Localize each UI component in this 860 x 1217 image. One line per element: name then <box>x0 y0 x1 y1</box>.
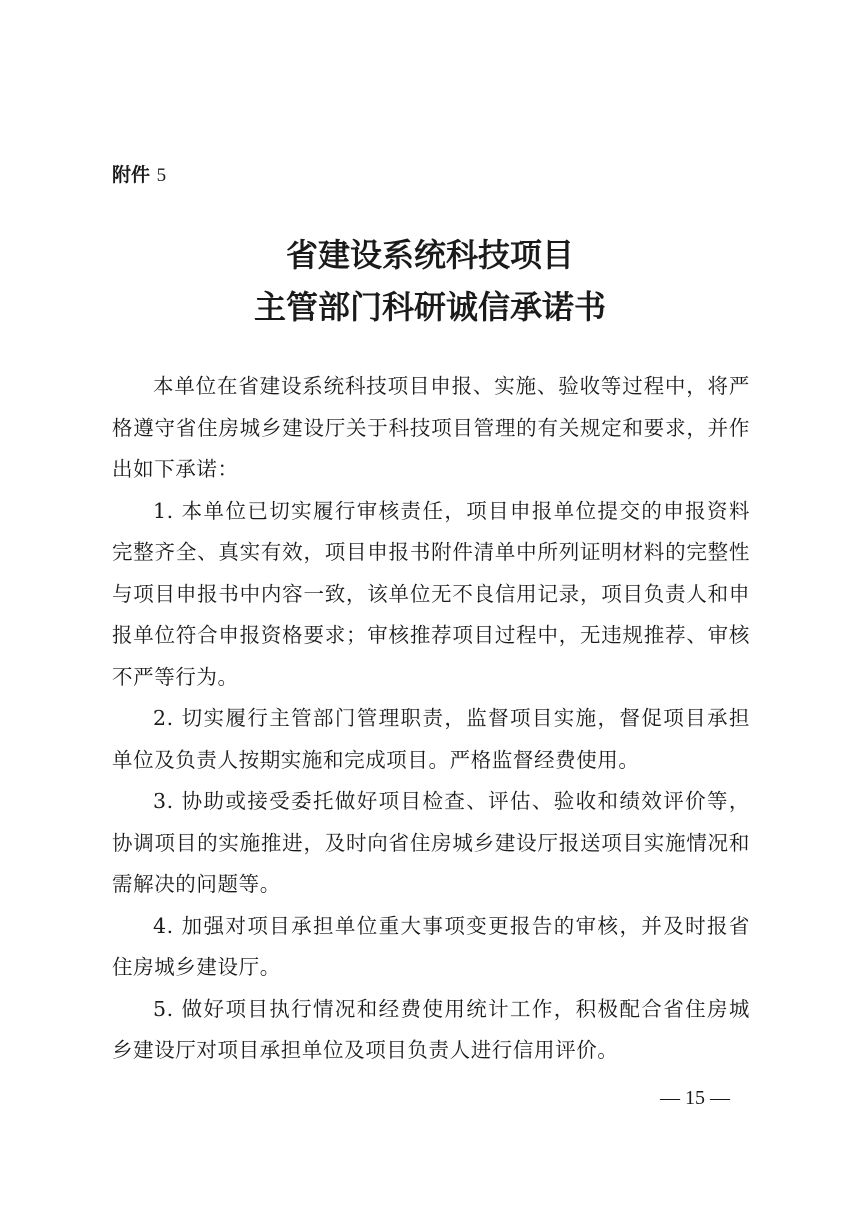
document-body <box>112 366 750 1072</box>
commitment-item-5: 5. 做好项目执行情况和经费使用统计工作，积极配合省住房城乡建设厅对项目承担单位及项目负责人进行信用评价。 <box>112 996 750 1062</box>
document-title <box>0 229 860 333</box>
attachment-number: 5 <box>156 165 167 186</box>
attachment-label <box>112 160 166 191</box>
commitment-item-1: 1. 本单位已切实履行审核责任，项目申报单位提交的申报资料完整齐全、真实有效，项目申报书附件清单中所列证明材料的完整性与项目申报书中内容一致，该单位无不良信用记录，项目负责人和申报单位符合申报资格要求；审核推荐项目过程中，无违规推荐、审核不严等行为。 <box>112 498 750 689</box>
title-line-2: 主管部门科研诚信承诺书 <box>253 288 606 326</box>
commitment-item-2: 2. 切实履行主管部门管理职责，监督项目实施，督促项目承担单位及负责人按期实施和完成项目。严格监督经费使用。 <box>112 706 750 772</box>
commitment-item-3: 3. 协助或接受委托做好项目检查、评估、验收和绩效评价等，协调项目的实施推进，及时向省住房城乡建设厅报送项目实施情况和需解决的问题等。 <box>112 789 750 896</box>
attachment-prefix: 附件 <box>112 164 151 186</box>
commitment-item-4: 4. 加强对项目承担单位重大事项变更报告的审核，并及时报省住房城乡建设厅。 <box>112 913 750 979</box>
title-line-1: 省建设系统科技项目 <box>285 236 574 274</box>
page-number: — 15 — <box>660 1087 730 1109</box>
intro-paragraph: 本单位在省建设系统科技项目申报、实施、验收等过程中，将严格遵守省住房城乡建设厅关于科技项目管理的有关规定和要求，并作出如下承诺： <box>112 374 750 481</box>
